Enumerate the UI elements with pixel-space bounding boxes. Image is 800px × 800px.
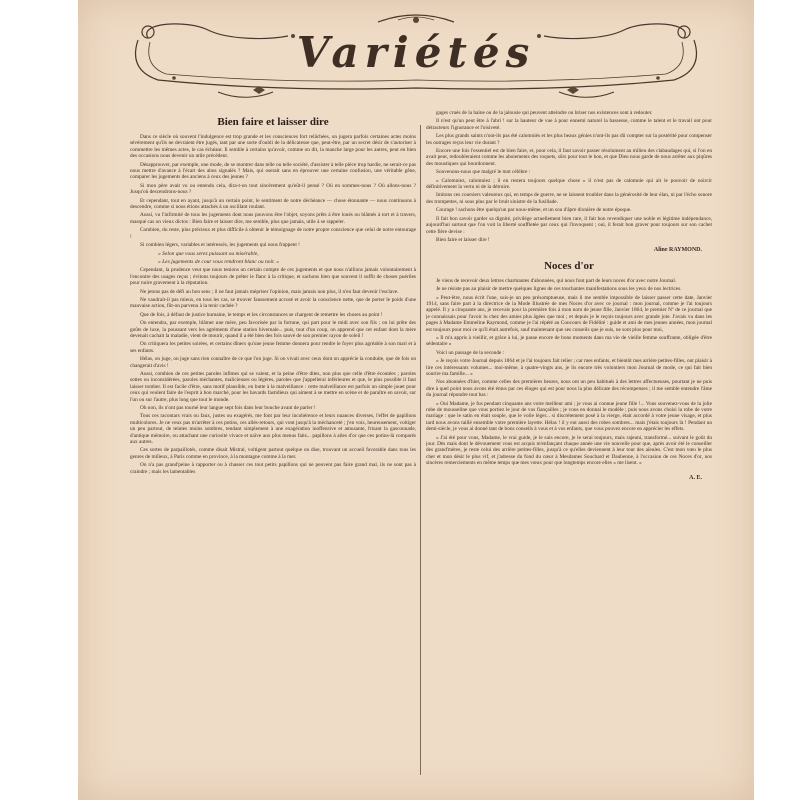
article-paragraph: « Peut-être, nous écrit l'une, suis-je un peu présomptueuse, mais il me semble impossible de laisser passer cette date, Janvier 1914, sans faire part à la directrice de la Mode Illustrée de mes Noces d'or avec ce journal : mon journal, comme je l'ai toujours appelé. Il y a cinquante ans, je recevais pour la première fois à mon nom de jeune fille, Janvier 1864, le premier Nº de ce journal que je connaissais pour l'avoir lu chez des amies plus âgées que moi ; et depuis je le reçois toujours avec grande joie. J'avais vu dans les pages à Madame Emmeline Raymond, comme je l'ai répété au Concours de Fidélité : guide et ami de mes jeunes années, mon journal est toujours pour moi ce qu'il était autrefois, sauf maintenant que ses conseils que je suis, ne sont plus pour moi,	[426, 294, 712, 333]
masthead-banner	[78, 0, 754, 110]
article-paragraph: Ne jetons pas de défi au bon sens ; il ne faut jamais mépriser l'opinion, mais jamais non plus, il n'en faut devenir l'esclave.	[140, 288, 399, 295]
article-title: Bien faire et laisser dire	[217, 116, 329, 128]
masthead-title: Variétés	[296, 28, 536, 77]
quote-line: « Les jugements de cour vous rendront blanc ou noir. »	[158, 258, 280, 265]
article-paragraph: Si mon père avait vu ou entendu cela, dira-t-on tout sincèrement qu'eût-il pensé ? Où en sommes-nous ? Où allons-nous ? Jusqu'où descendrons-nous ?	[130, 182, 416, 196]
article-paragraph: Je ne résiste pas au plaisir de mettre quelques lignes de ces touchantes manifestations sous les yeux de nos lectrices.	[436, 286, 682, 293]
article-paragraph: Hélas, on juge, on juge sans rien connaître de ce que l'on juge. Si on vivait avec ceux dont on apprécie la conduite, que de fois on changerait d'avis !	[130, 356, 416, 369]
article-paragraph: Si combien légers, variables et intéressés, les jugements qui nous frappent !	[140, 242, 300, 249]
quote-line: « Selon que vous serez puissant ou misérable,	[158, 250, 259, 257]
right-column	[426, 110, 712, 790]
article-paragraph: Aussi, combien de ces petites paroles infimes qui se valent, et la peine d'être dites, non plus que celle d'être écoutées ; paroles sottes ou inconsidérées, paroles méchantes, malicieuses ou légères, paroles que j'appellerai inférieures et que, le plus possible il faut laisser tomber. Il est facile d'être, sans motif plausible, en butte à la malveillance : cette malveillance est parfois un simple jouet pour ceux qui veulent faire de l'esprit à bon marché, pour les bavards fastidieux qui aiment à se mettre en scène et de paraître en savoir, sur l'un ou sur l'autre, plus long que tout le monde.	[130, 371, 416, 403]
article-paragraph: Oh non, ils n'ont pas tourné leur langue sept fois dans leur bouche avant de parler !	[140, 405, 316, 412]
article-paragraph: gages crués de la haine ou de la jalousie qui peuvent atteindre ou briser nos existences sont à redouter.	[436, 110, 653, 116]
article-paragraph: Combien, du reste, plus précieux et plus difficile à obtenir le témoignage de notre propre conscience que celui de notre entourage !	[130, 227, 416, 240]
article-paragraph: Nos abonnées d'hier, comme celles des premières heures, nous ont un peu habitués à des lettres affectueuses, pourtant je ne puis dire à quel point nous avons été émus par ces éloges qui est pour nous la plus délicate des récompenses ; il me semble entendre l'âme du journal répondre tout bas :	[426, 379, 712, 399]
article-paragraph: Tous ces racontars vrais ou faux, justes ou exagérés, me font par leur incohérence et leurs nuances diverses, l'effet de papillons multicolores. Je ne veux pas m'arrêter à ces potins, ces allés-retours, qui vont jusqu'à la méchanceté ; j'en vois, heureusement, voltiger un peu partout, de teintes moins sombres, tendant simplement à une exagération inoffensive et amusante, frisant la gasconnade, d'antique mémoire, ou attachant une curiosité vivace et naïve aux plus menus faits... papillons à ailes d'or que ces potins-là comparés aux autres.	[130, 413, 416, 446]
article-paragraph: Courage ! sachons être quelqu'un par nous-même, et un sou d'âpre dixnière de notre époque.	[436, 207, 632, 214]
article-paragraph: « Calomniez, calomniez ; il en restera toujours quelque chose » il n'est pas de calomnie qui ait le pouvoir de noircir définitivement la vertu ni de la détruire.	[426, 177, 712, 191]
article-paragraph: Que de fois, à défaut de justice humaine, le temps et les circonstances se chargent de remettre les choses au point !	[140, 311, 383, 318]
article-paragraph: Voici un passage de la seconde :	[436, 349, 505, 356]
article-paragraph: Ne vaudrait-il pas mieux, en tous les cas, se trouver faussement accusé et avoir la conscience nette, que de porter le poids d'une mauvaise action, fût-on parvenu à la tenir cachée ?	[130, 296, 416, 310]
article-paragraph: Souvenons-nous que malgré le mot célèbre :	[436, 169, 531, 176]
article-paragraph: On entendra, par exemple, blâmer une mère, peu favorisée par la fortune, qui part pour le midi avec son fils ; on lui prête des goûts de luxe, la poussant vers les agréments d'une station hivernale... puis, tout d'un coup, on apprend que cet enfant dont la mère devenait cachait la maladie, vient de mourir, quand il a été bien des fois sauvé de son premier rayon de soleil !	[130, 320, 416, 339]
article-paragraph: « Il m'a appris à vieillir, et grâce à lui, je passe encore de bons moments dans ma vie de vieille femme souffrante, obligée d'être sédentaire »	[426, 334, 712, 348]
article-paragraph: Dans ce siècle où souvent l'indulgence est trop grande et les consciences fort relâchées, on jugera parfois certaines actes moins sévèrement qu'ils ne devraient être jugés, tant par une sorte d'oubli de la délicatesse que, peut-être, par un secret désir de s'autoriser à commettre les mêmes actes, le cas échéant. Il semble à certains qu'avoir, comme on dit, la manche large pour les autres, peut en bien des occasions nous devenir un utile précédent.	[130, 134, 416, 160]
article-paragraph: Aussi, vu l'infirmité de tous les jugements dont nous pouvons être l'objet, soyons prêts à être loués ou blâmés à tort et à travers, masqué cas on vieux dictos : Bien faire et laisser dire, me semble, plus que jamais, utile à se rappeler.	[130, 212, 416, 225]
article-paragraph: Et cependant, tout en ayant, jusqu'à un certain point, le sentiment de notre déchéance — chose étonnante — nous continuons à descendre, comme si nous étions attachés à un oscillant roulant.	[130, 197, 416, 211]
author-signature: Aline RAYMOND.	[653, 247, 702, 254]
article-paragraph: Les plus grands saints n'ont-ils pas été calomniés et les plus beaux génies n'ont-ils pas dû compter sur la postérité pour compenser les outrages reçus leur vie durant ?	[426, 133, 712, 146]
article-paragraph: Je viens de recevoir deux lettres charmantes d'abonnées, qui nous font part de leurs noces d'or avec notre Journal.	[436, 277, 677, 284]
article-paragraph: Bien faire et laisser dire !	[436, 236, 490, 243]
article-paragraph: « Je reçois votre Journal depuis 1864 et je l'ai toujours fait relier ; car mes enfants, et bientôt mes arrière petites-filles, ont plaisir à lire ces intéressants volumes... moi-même, à quatre-vingts ans, je lis encore très volontiers mon Journal de mode, ce qui fait bien sourire ma famille... »	[426, 358, 712, 377]
article-paragraph: Ces sortes de parpaillotés, comme disait Mistral, voltigent partout quelque on dise, trouvant un accueil favorable dans tous les genres de milieux, à Paris comme en province, à la montagne comme à la mer.	[130, 447, 416, 460]
article-paragraph: Il fait bon savoir garder sa dignité, privilège actuellement bien rare, il fait bon revendiquer une noble et légitime indépendance, aujourd'hui surtout que l'on voit la liberté souffletée par ceux qui l'invoquent ; oui, il ferait bon graver pour toujours sur son cachet cette fière devise :	[426, 215, 712, 235]
article-paragraph: « J'ai été pour vous, Madame, le vrai guide, je le suis encore, je le serai toujours, mais rajeuni, transformé... suivant le goût du jour. Dès mais dont le dévouement vous est acquis m'enfançant chaque année une vie nouvelle pour que, après avoir été le conseiller des grand'mères, je reste celui des arrière petites-filles, jusqu'à ce qu'elles deviennent à leur tour des aïeules. C'est mon vœu le plus cher et mon désir le plus vif, et j'adresse du fond du cœur à Mesdames Souchard et Daubenne, à l'occasion de ces Noces d'or, nos sincères remerciements en même temps que mes vœux pour que longtemps encore elles « me lisent. »	[426, 434, 712, 467]
article-paragraph: Il n'est qu'un peut être à l'abri ! sur la hauteur de vue à pour ennemi naturel la bassesse, comme le talent et le travail ont pour détracteurs l'ignorance et l'oisiveté.	[426, 118, 712, 131]
article-title: Noces d'or	[544, 259, 594, 272]
article-paragraph: « Oui Madame, je fus pendant cinquante ans votre meilleur ami ; je vous ai connue jeune fille !... Vous souvenez-vous de la jolie robe de mousseline que vous portiez le jour de vos fiançailles ; je vous en donnai le modèle ; puis nous avons choisi la robe de votre mariage : que le satin en était souple, que le voile léger... si discrètement posé à la vierge, était accordé à votre jeune visage, et plus tard nous avons taillé ensemble votre première layette. Hélas ! il y eut aussi des robes sombres... mais j'étais toujours là ! Pendant un demi-siècle, je vous ai donné tant de bons conseils à vous et à vos enfants, que vous pouvez encore en apprécier les effets.	[426, 400, 712, 433]
newspaper-page	[78, 0, 754, 800]
article-paragraph: Cependant, la prudence veut que nous tenions un certain compte de ces jugements et que nous n'allions jamais volontairement à l'encontre des usages reçus ; évitons toujours de prêter le flanc à la critique, et sachons bien que souvent il suffit de choses puériles pour nuire gravement à la réputation.	[130, 267, 416, 287]
column-divider	[420, 125, 421, 775]
article-paragraph: On critiquera les petites soirées, et certains dîners qu'une jeune femme donnera pour rendre le foyer plus agréable à son mari et à ses enfants.	[130, 341, 416, 354]
author-signature: A. E.	[689, 474, 702, 481]
article-paragraph: On n'a pas grand'peine à rapporter ou à chasser ces tout petits papillons qui ne peuvent pas faire grand mal, ils ne sont pas à craindre ; mais les lamentables	[130, 462, 416, 475]
article-paragraph: Encore une fois l'essentiel est de bien faire, et, pour cela, il faut savoir passer résolument au milieu des clabaudages qui, si l'on en avait peur, redoubleraient comme les aboiements des roquets, sûrs pour tout le bon, et que Dieu nous garde de nous arrêter aux piqûres des moustiques qui bourdonnent.	[426, 148, 712, 167]
article-paragraph: Désapprouver, par exemple, une mode, de se montrer dans telle ou telle société, d'assister à telle pièce trop hardie, ne serait-ce pas nous mettre d'avance à l'écart des abus signalés ? Mais, qui oserait sans en éprouver une certaine confusion, une véritable gêne, comparer les jugements des anciens à ceux des jeunes ?	[130, 161, 416, 181]
article-paragraph: Imitons ces coursiers valeureux qui, en temps de guerre, ne se laissent troubler dans la générosité de leur élan, ni par l'écho sonore des trompettes, ni sous plus par le bruit sinistre de la fusillade.	[426, 192, 712, 205]
left-column	[130, 110, 416, 790]
